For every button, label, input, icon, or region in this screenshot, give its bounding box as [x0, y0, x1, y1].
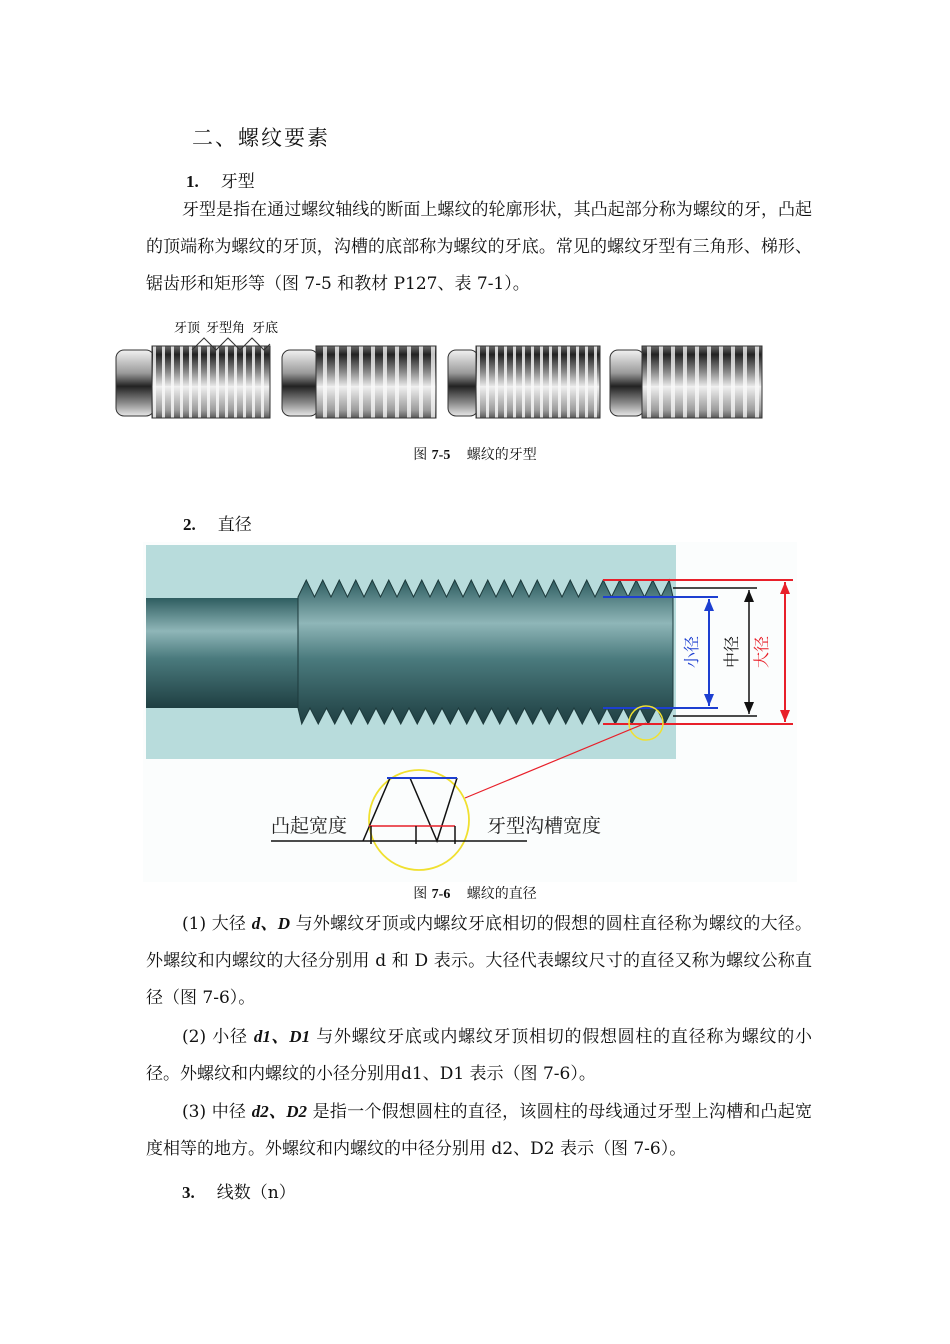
paragraph-major-diameter — [146, 905, 812, 1017]
label-angle: 牙型角 — [206, 321, 246, 336]
subheading-number: 2. — [183, 515, 196, 534]
shaft-body — [146, 598, 298, 708]
thread-square — [610, 346, 762, 418]
item-text: 是指一个假想圆柱的直径，该圆柱的母线通过牙型上沟槽和凸起宽度相等的地方。外螺纹和内螺纹的中径分别用 d2、D2 表示（图 7-6）。 — [146, 1102, 812, 1159]
pitch-diameter-label: 中径 — [722, 635, 741, 669]
item-prefix: (2) 小径 — [182, 1027, 254, 1047]
item-prefix: (1) 大径 — [182, 914, 252, 934]
item-text: 与外螺纹牙底或内螺纹牙顶相切的假想圆柱的直径称为螺纹的小径。外螺纹和内螺纹的小径分别用d1、D1 表示（图 7-6）。 — [146, 1027, 813, 1084]
item-symbol: d2、D2 — [251, 1102, 308, 1121]
caption-prefix: 图 — [413, 447, 428, 463]
ridge-width-label: 凸起宽度 — [271, 815, 348, 837]
item-symbol: d、D — [251, 914, 290, 933]
caption-text: 螺纹的直径 — [466, 886, 537, 902]
subheading-text: 牙型 — [220, 172, 255, 192]
item-prefix: (3) 中径 — [182, 1102, 252, 1122]
thread-trapezoidal — [282, 346, 436, 418]
label-root: 牙底 — [252, 321, 279, 336]
paragraph-profile — [146, 192, 812, 303]
paragraph-text: 牙型是指在通过螺纹轴线的断面上螺纹的轮廓形状，其凸起部分称为螺纹的牙，凸起的顶端称为螺纹的牙顶，沟槽的底部称为螺纹的牙底。常见的螺纹牙型有三角形、梯形、锯齿形和矩形等（图 7-5 和教材 P127、表 7-1）。 — [146, 200, 812, 294]
thread-diameter-figure — [143, 542, 797, 882]
label-crest: 牙顶 — [174, 321, 201, 336]
section-title: 二、螺纹要素 — [192, 126, 330, 150]
subheading-thread-count — [182, 1178, 296, 1203]
caption-prefix: 图 — [413, 886, 428, 902]
paragraph-minor-diameter — [146, 1018, 812, 1093]
thread-buttress — [448, 346, 600, 418]
subheading-diameter — [183, 510, 252, 535]
figure-caption-7-6 — [0, 883, 950, 903]
minor-diameter-label: 小径 — [682, 635, 701, 669]
subheading-text: 线数（n） — [216, 1183, 296, 1203]
caption-number: 7-6 — [431, 887, 451, 902]
major-diameter-label: 大径 — [752, 635, 771, 669]
subheading-number: 1. — [186, 172, 199, 191]
item-text: 与外螺纹牙顶或内螺纹牙底相切的假想的圆柱直径称为螺纹的大径。外螺纹和内螺纹的大径分别用 d 和 D 表示。大径代表螺纹尺寸的直径又称为螺纹公称直径（图 7-6）。 — [146, 914, 813, 1008]
subheading-profile — [186, 167, 255, 192]
caption-text: 螺纹的牙型 — [466, 447, 537, 463]
figure-caption-7-5 — [0, 444, 950, 464]
thread-triangular — [116, 320, 278, 418]
threaded-section — [298, 580, 673, 724]
caption-number: 7-5 — [431, 448, 451, 463]
subheading-number: 3. — [182, 1183, 195, 1202]
paragraph-pitch-diameter — [146, 1093, 812, 1168]
thread-profile-figure — [112, 316, 768, 420]
groove-width-label: 牙型沟槽宽度 — [487, 815, 602, 837]
item-symbol: d1、D1 — [253, 1027, 311, 1046]
subheading-text: 直径 — [217, 515, 252, 535]
